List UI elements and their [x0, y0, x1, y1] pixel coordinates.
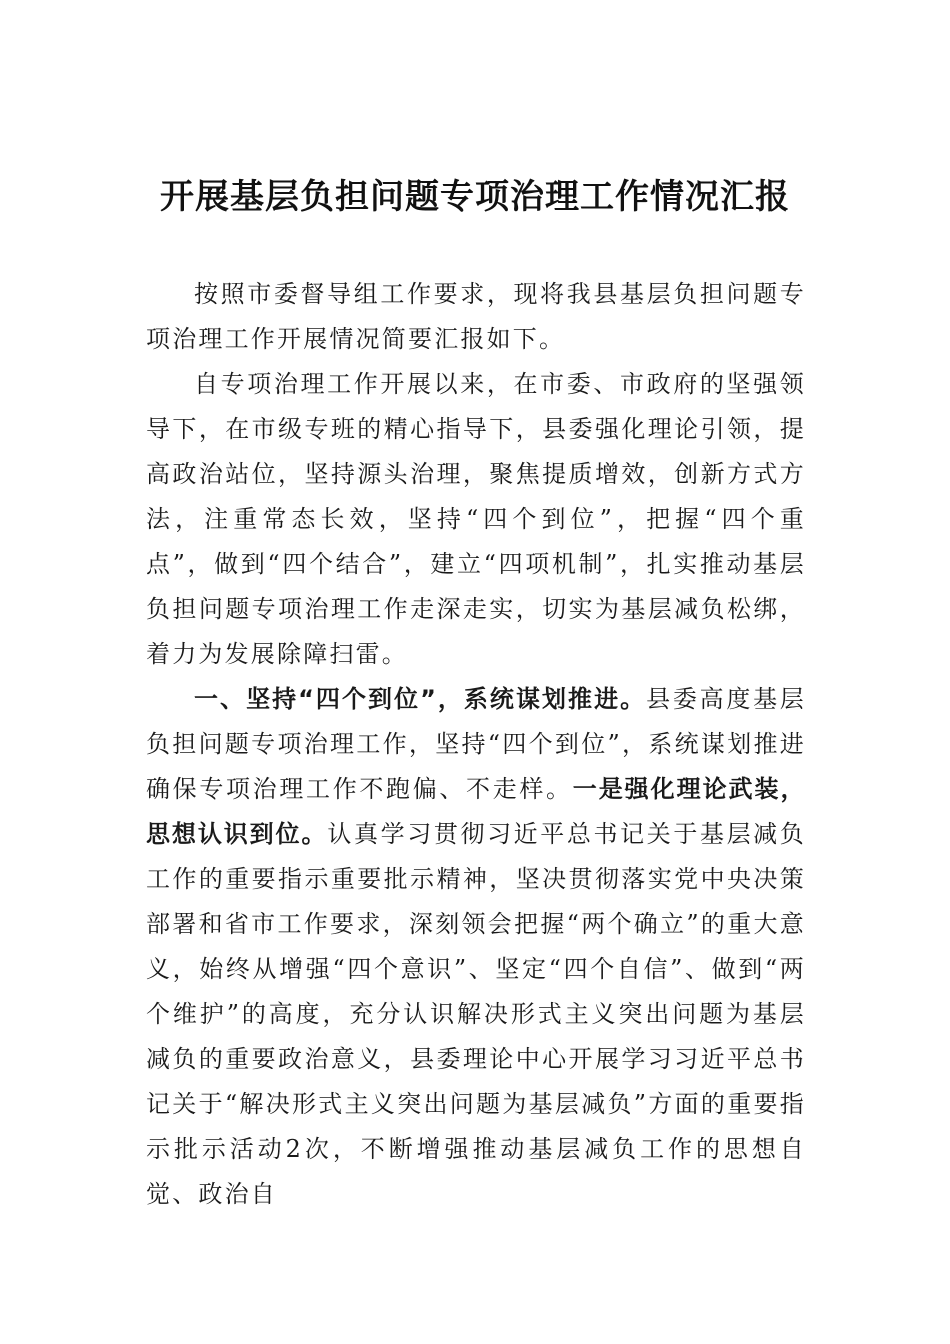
document-title: 开展基层负担问题专项治理工作情况汇报: [160, 177, 790, 217]
section-one-heading: 一、坚持“四个到位”，系统谋划推进。: [194, 685, 647, 713]
intro-text: 按照市委督导组工作要求，现将我县基层负担问题专项治理工作开展情况简要汇报如下。: [146, 280, 806, 353]
section-one-paragraph: [146, 677, 806, 1217]
section-one-subheading: 一是强化理论武装，思想认识到位。: [146, 775, 806, 848]
section-one-detail-text: 认真学习贯彻习近平总书记关于基层减负工作的重要指示重要批示精神，坚决贯彻落实党中央决策部署和省市工作要求，深刻领会把握“两个确立”的重大意义，始终从增强“四个意识”、坚定“四个自信”、做到“两个维护”的高度，充分认识解决形式主义突出问题为基层减负的重要政治意义，县委理论中心开展学习习近平总书记关于“解决形式主义突出问题为基层减负”方面的重要指示批示活动2次，不断增强推动基层减负工作的思想自觉、政治自: [146, 820, 806, 1208]
section-one-text: 县委高度基层负担问题专项治理工作，坚持“四个到位”，系统谋划推进确保专项治理工作不跑偏、不走样。: [146, 685, 807, 803]
intro-paragraph: [146, 272, 806, 362]
overview-paragraph: [146, 362, 806, 677]
overview-text: 自专项治理工作开展以来，在市委、市政府的坚强领导下，在市级专班的精心指导下，县委强化理论引领，提高政治站位，坚持源头治理，聚焦提质增效，创新方式方法，注重常态长效，坚持“四个到位”，把握“四个重点”，做到“四个结合”，建立“四项机制”，扎实推动基层负担问题专项治理工作走深走实，切实为基层减负松绑，着力为发展除障扫雷。: [146, 370, 806, 668]
document-body: [146, 272, 806, 1217]
